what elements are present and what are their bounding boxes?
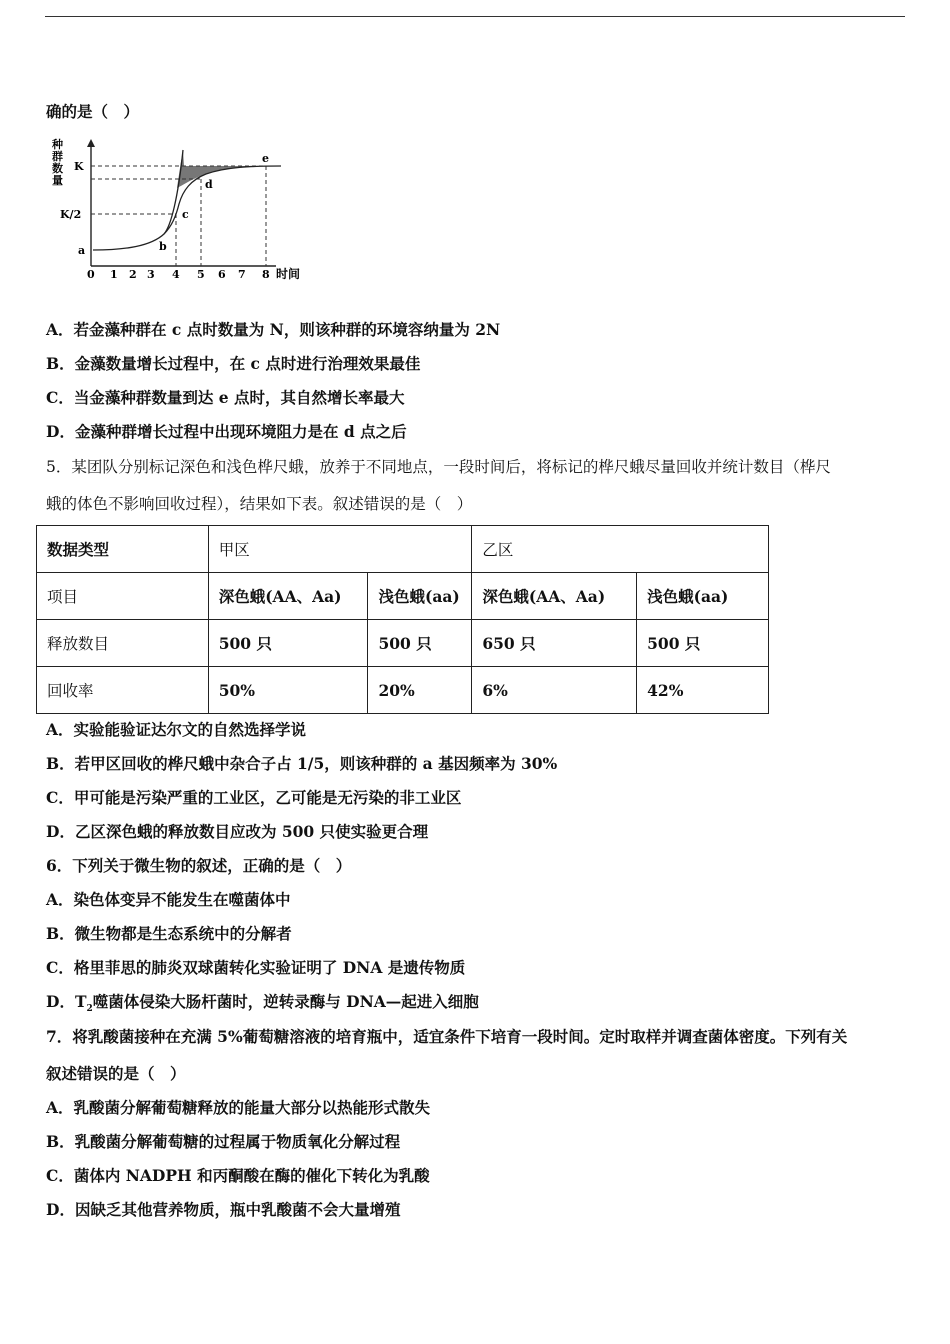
table-cell: 20% <box>368 667 472 714</box>
x-tick-label: 3 <box>147 268 155 281</box>
y-tick-k2: K/2 <box>60 208 82 221</box>
point-d-label: d <box>205 178 213 191</box>
point-a-label: a <box>78 244 86 257</box>
q6-option-b: B．微生物都是生态系统中的分解者 <box>46 924 292 943</box>
point-b-label: b <box>159 240 167 253</box>
x-axis-label: 时间 <box>276 267 301 281</box>
q7-stem-line1: 7．将乳酸菌接种在充满 5%葡萄糖溶液的培育瓶中，适宜条件下培育一段时间。定时取样并调查菌体密度。下列有关 <box>46 1027 848 1046</box>
table-cell: 500 只 <box>208 620 368 667</box>
table-cell: 500 只 <box>368 620 472 667</box>
q7-option-c: C．菌体内 NADPH 和丙酮酸在酶的催化下转化为乳酸 <box>46 1166 430 1185</box>
table-row <box>37 667 769 714</box>
table-cell: 深色蛾(AA、Aa) <box>472 573 637 620</box>
x-tick-label: 0 <box>87 268 95 281</box>
q7-option-a: A．乳酸菌分解葡萄糖释放的能量大部分以热能形式散失 <box>46 1098 431 1117</box>
q7-stem-line2: 叙述错误的是（ ） <box>46 1064 186 1083</box>
x-tick-label: 2 <box>129 268 137 281</box>
point-e-label: e <box>262 152 269 165</box>
q6-option-d <box>46 992 479 1019</box>
table-row <box>37 573 769 620</box>
table-cell: 数据类型 <box>37 526 209 573</box>
q5-option-d: D．乙区深色蛾的释放数目应改为 500 只使实验更合理 <box>46 822 429 841</box>
y-axis-label-4: 量 <box>52 174 63 187</box>
y-axis-label-3: 数 <box>52 162 63 175</box>
q6-option-d-text: 噬菌体侵染大肠杆菌时，逆转录酶与 DNA—起进入细胞 <box>92 992 479 1011</box>
q5-option-b: B．若甲区回收的桦尺蛾中杂合子占 1/5，则该种群的 a 基因频率为 30% <box>46 754 558 773</box>
point-c-label: c <box>182 208 189 221</box>
table-cell: 42% <box>637 667 769 714</box>
x-tick-label: 4 <box>172 268 180 281</box>
y-axis-label-2: 群 <box>52 150 63 163</box>
moth-data-table <box>36 525 769 714</box>
population-growth-graph <box>46 136 316 286</box>
table-cell: 浅色蛾(aa) <box>637 573 769 620</box>
x-tick-label: 8 <box>262 268 270 281</box>
q4-option-b: B．金藻数量增长过程中，在 c 点时进行治理效果最佳 <box>46 354 421 373</box>
q6-stem: 6．下列关于微生物的叙述，正确的是（ ） <box>46 856 352 875</box>
table-cell: 乙区 <box>472 526 769 573</box>
q4-option-a: A．若金藻种群在 c 点时数量为 N，则该种群的环境容纳量为 2N <box>46 320 501 339</box>
table-cell: 项目 <box>37 573 209 620</box>
table-cell: 50% <box>208 667 368 714</box>
q6-option-d-subscript: 2 <box>86 1004 93 1015</box>
table-row <box>37 526 769 573</box>
table-cell: 500 只 <box>637 620 769 667</box>
header-rule <box>45 16 905 17</box>
x-tick-label: 6 <box>218 268 226 281</box>
q5-option-a: A．实验能验证达尔文的自然选择学说 <box>46 720 307 739</box>
q5-stem-line1: 5．某团队分别标记深色和浅色桦尺蛾，放养于不同地点，一段时间后，将标记的桦尺蛾尽量回收并统计数目（桦尺 <box>46 458 831 476</box>
q6-option-a: A．染色体变异不能发生在噬菌体中 <box>46 890 291 909</box>
table-cell: 深色蛾(AA、Aa) <box>208 573 368 620</box>
q5-stem-line2: 蛾的体色不影响回收过程），结果如下表。叙述错误的是（ ） <box>46 495 473 513</box>
q4-stem-tail: 确的是（ ） <box>46 102 140 121</box>
y-tick-k: K <box>74 160 84 173</box>
table-cell: 浅色蛾(aa) <box>368 573 472 620</box>
table-cell: 回收率 <box>37 667 209 714</box>
table-cell: 6% <box>472 667 637 714</box>
y-axis-label-1: 种 <box>52 138 63 151</box>
table-cell: 650 只 <box>472 620 637 667</box>
y-axis-arrow <box>87 139 95 147</box>
table-cell: 释放数目 <box>37 620 209 667</box>
q6-option-d-prefix: D．T <box>46 992 87 1011</box>
q6-option-c: C．格里菲思的肺炎双球菌转化实验证明了 DNA 是遗传物质 <box>46 958 466 977</box>
table-cell: 甲区 <box>208 526 472 573</box>
q5-option-c: C．甲可能是污染严重的工业区，乙可能是无污染的非工业区 <box>46 788 462 807</box>
table-row <box>37 620 769 667</box>
q4-option-c: C．当金藻种群数量到达 e 点时，其自然增长率最大 <box>46 388 405 407</box>
q7-option-b: B．乳酸菌分解葡萄糖的过程属于物质氧化分解过程 <box>46 1132 401 1151</box>
x-tick-label: 1 <box>110 268 118 281</box>
x-tick-label: 7 <box>238 268 246 281</box>
q4-option-d: D．金藻种群增长过程中出现环境阻力是在 d 点之后 <box>46 422 407 441</box>
q7-option-d: D．因缺乏其他营养物质，瓶中乳酸菌不会大量增殖 <box>46 1200 401 1219</box>
x-tick-label: 5 <box>197 268 205 281</box>
